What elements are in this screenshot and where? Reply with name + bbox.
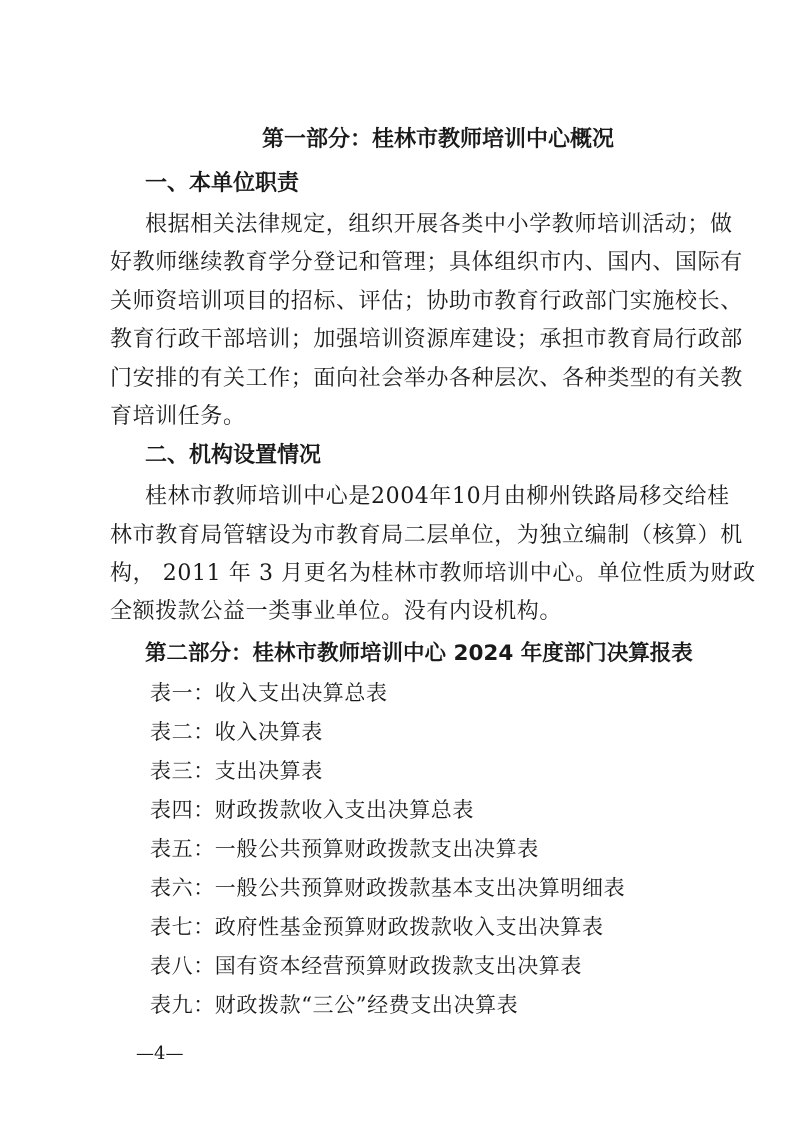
report-list-item: 表九：财政拨款“三公”经费支出决算表 [150, 993, 519, 1017]
paragraph-line: 林市教育局管辖设为市教育局二层单位，为独立编制（核算）机 [110, 523, 743, 548]
paragraph-line: 好教师继续教育学分登记和管理；具体组织市内、国内、国际有 [110, 250, 743, 275]
section-heading-responsibilities: 一、本单位职责 [145, 171, 300, 196]
report-list-item: 表六：一般公共预算财政拨款基本支出决算明细表 [150, 876, 626, 900]
paragraph-line: 桂林市教师培训中心是2004年10月由柳州铁路局移交给桂 [145, 484, 730, 509]
report-list-item: 表七：政府性基金预算财政拨款收入支出决算表 [150, 915, 604, 939]
paragraph-line: 构， 2011 年 3 月更名为桂林市教师培训中心。单位性质为财政 [110, 561, 756, 586]
paragraph-line: 育培训任务。 [110, 404, 246, 429]
page-number: —4— [136, 1043, 184, 1064]
report-list-item: 表五：一般公共预算财政拨款支出决算表 [150, 837, 539, 861]
paragraph-line: 关师资培训项目的招标、评估；协助市教育行政部门实施校长、 [110, 289, 743, 314]
paragraph-line: 教育行政干部培训；加强培训资源库建设；承担市教育局行政部 [110, 327, 743, 352]
report-list-item: 表四：财政拨款收入支出决算总表 [150, 798, 474, 822]
report-list-item: 表三：支出决算表 [150, 759, 323, 783]
document-title: 第一部分：桂林市教师培训中心概况 [262, 127, 615, 152]
section-heading-organization: 二、机构设置情况 [145, 443, 322, 468]
report-list-item: 表一：收入支出决算总表 [150, 681, 388, 705]
paragraph-line: 门安排的有关工作；面向社会举办各种层次、各种类型的有关教 [110, 366, 743, 391]
report-list-item: 表二：收入决算表 [150, 720, 323, 744]
part2-title: 第二部分：桂林市教师培训中心 2024 年度部门决算报表 [145, 641, 693, 666]
paragraph-line: 全额拨款公益一类事业单位。没有内设机构。 [110, 599, 563, 624]
paragraph-line: 根据相关法律规定，组织开展各类中小学教师培训活动；做 [145, 212, 733, 237]
report-list-item: 表八：国有资本经营预算财政拨款支出决算表 [150, 954, 582, 978]
